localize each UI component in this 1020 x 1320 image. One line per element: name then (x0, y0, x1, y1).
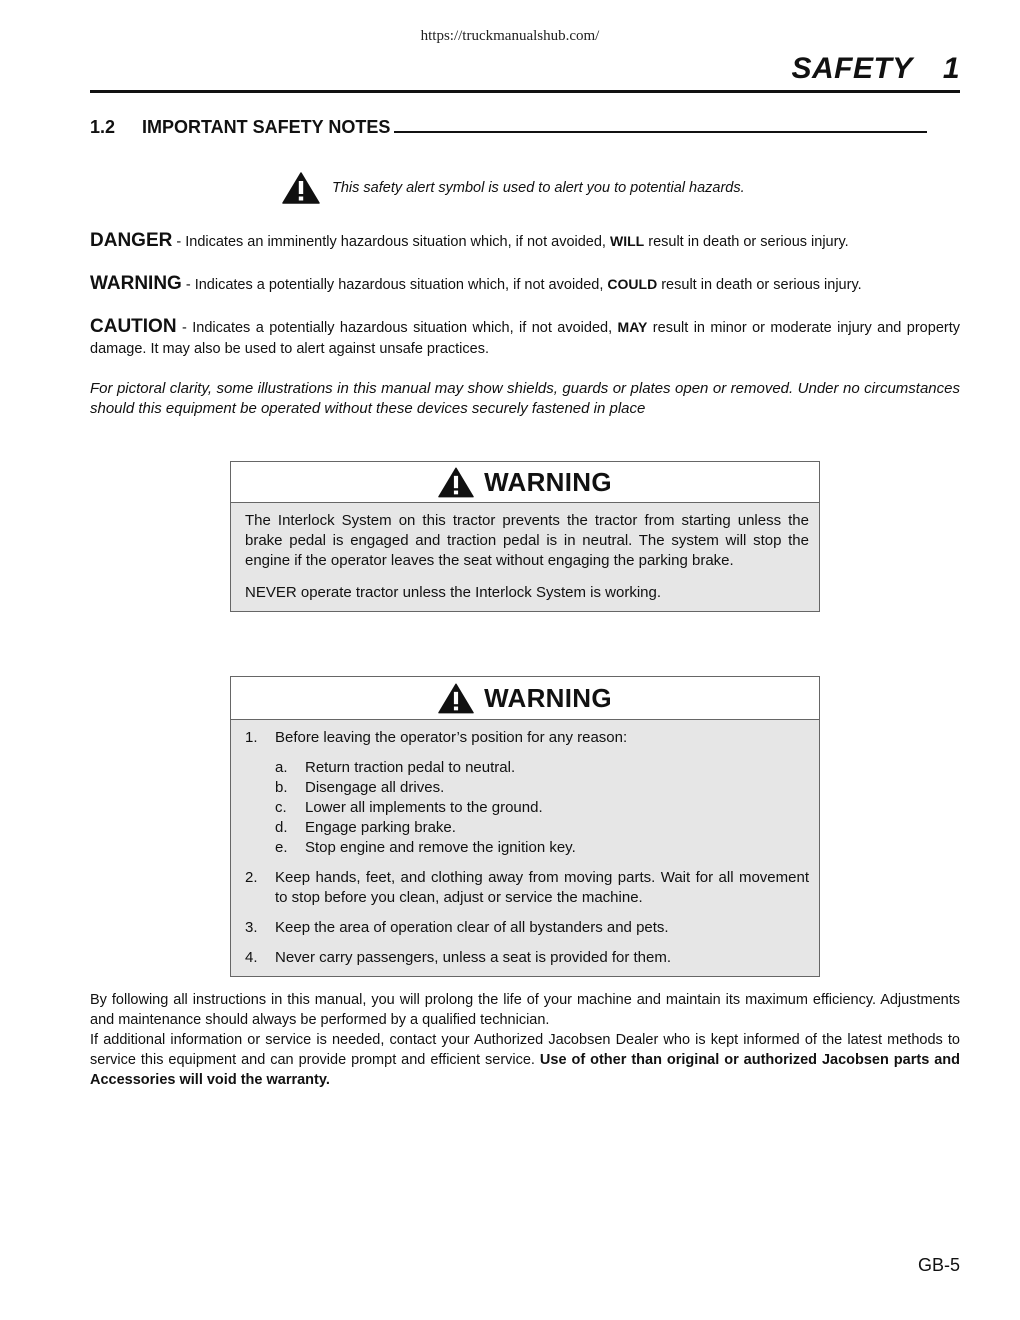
sub-list-text: Engage parking brake. (305, 819, 456, 836)
closing-text (90, 990, 960, 1090)
warning-box-heading: WARNING (484, 682, 612, 713)
sub-list-letter: d. (275, 819, 288, 836)
warning-list (245, 728, 809, 968)
list-item-text: Keep hands, feet, and clothing away from moving parts. Wait for all movement to stop before you clean, adjust or service the machine. (275, 869, 809, 906)
caution-text: - Indicates a potentially hazardous situation which, if not avoided, (176, 320, 618, 336)
section-underline (394, 121, 927, 133)
list-item (245, 918, 809, 938)
warning-box-operator (230, 676, 820, 977)
list-item-number: 3. (245, 919, 258, 936)
source-url: https://truckmanualshub.com/ (420, 28, 600, 44)
list-item-number: 2. (245, 869, 258, 886)
warranty-text: Use of other than original or authorized Jacobsen parts and Accessories will void the warranty. (90, 1052, 960, 1088)
alert-symbol-row (282, 172, 745, 204)
list-item-text: Before leaving the operator’s position for any reason: (275, 729, 628, 746)
list-item-number: 1. (245, 729, 258, 746)
warning-text-end: result in death or serious injury. (657, 277, 862, 293)
chapter-heading (791, 52, 960, 86)
list-item-number: 4. (245, 949, 258, 966)
interlock-paragraph: The Interlock System on this tractor prevents the tractor from starting unless the brake pedal is engaged and traction pedal is in neutral. The system will stop the engine if the operator leaves the seat without engaging the parking brake. (245, 512, 809, 569)
section-number: 1.2 (90, 117, 116, 137)
warning-box-interlock (230, 461, 820, 612)
sub-list (275, 758, 809, 858)
page-number: GB-5 (917, 1255, 960, 1275)
sub-list-item (275, 838, 809, 858)
warning-triangle-icon (438, 467, 474, 498)
definition-caution (90, 316, 960, 360)
definition-danger (90, 230, 960, 253)
sub-list-text: Disengage all drives. (305, 779, 445, 796)
list-item (245, 868, 809, 908)
interlock-never-paragraph: NEVER operate tractor unless the Interlock System is working. (245, 584, 662, 601)
dealer-paragraph (90, 1030, 960, 1090)
sub-list-text: Lower all implements to the ground. (305, 799, 543, 816)
danger-term: DANGER (90, 230, 173, 251)
warning-triangle-icon (438, 683, 474, 714)
pictorial-note: For pictoral clarity, some illustrations in this manual may show shields, guards or plates open or removed. Under no circumstances should this equipment be operated without these devices securely fastened in place (90, 380, 960, 417)
warning-box-header (231, 677, 819, 720)
warning-term: WARNING (90, 273, 182, 294)
sub-list-letter: e. (275, 839, 288, 856)
danger-text-end: result in death or serious injury. (644, 234, 849, 250)
sub-list-item (275, 758, 809, 778)
list-item (245, 728, 809, 858)
definition-warning (90, 273, 960, 296)
sub-list-text: Stop engine and remove the ignition key. (305, 839, 576, 856)
warning-box-header (231, 462, 819, 503)
warning-box-heading: WARNING (484, 466, 612, 497)
alert-symbol-note: This safety alert symbol is used to alert you to potential hazards. (332, 180, 745, 196)
sub-list-text: Return traction pedal to neutral. (305, 759, 516, 776)
dealer-text: If additional information or service is needed, contact your Authorized Jacobsen Dealer who is kept informed of the latest methods to service this equipment and can provide prompt and efficient service. (90, 1032, 960, 1068)
warning-box-body (231, 720, 819, 976)
sub-list-letter: a. (275, 759, 288, 776)
header-rule (90, 90, 960, 93)
sub-list-item (275, 798, 809, 818)
list-item (245, 948, 809, 968)
caution-keyword: MAY (617, 319, 648, 335)
danger-text: - Indicates an imminently hazardous situation which, if not avoided, (172, 234, 610, 250)
list-item-text: Keep the area of operation clear of all bystanders and pets. (275, 919, 669, 936)
caution-term: CAUTION (90, 316, 177, 337)
sub-list-item (275, 818, 809, 838)
sub-list-letter: c. (275, 799, 287, 816)
section-title: IMPORTANT SAFETY NOTES (142, 117, 391, 137)
warning-keyword: COULD (607, 276, 658, 292)
section-heading (90, 117, 927, 138)
maintenance-paragraph: By following all instructions in this manual, you will prolong the life of your machine and maintain its maximum efficiency. Adjustments and maintenance should always be performed by a qualified technician. (90, 992, 960, 1028)
warning-box-body (231, 503, 819, 611)
list-item-text: Never carry passengers, unless a seat is provided for them. (275, 949, 672, 966)
warning-text: - Indicates a potentially hazardous situation which, if not avoided, (181, 277, 608, 293)
sub-list-item (275, 778, 809, 798)
sub-list-letter: b. (275, 779, 288, 796)
chapter-number: 1 (942, 52, 960, 85)
warning-triangle-icon (282, 172, 320, 204)
caution-text-end: result in minor or moderate injury and property damage. It may also be used to alert against unsafe practices. (90, 320, 960, 357)
danger-keyword: WILL (610, 233, 645, 249)
chapter-title: SAFETY (791, 52, 913, 85)
